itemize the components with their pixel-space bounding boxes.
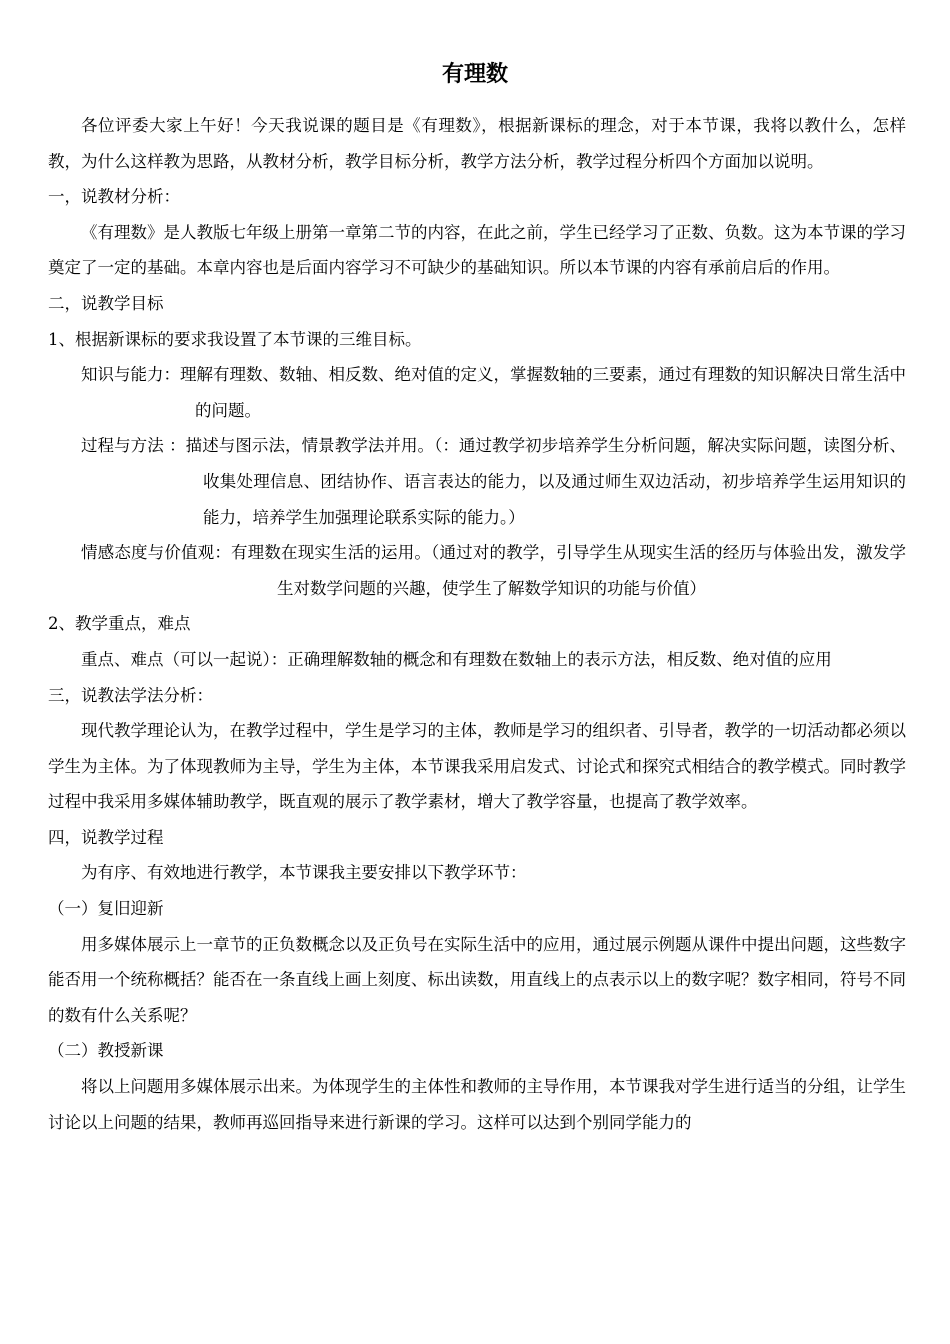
document-title: 有理数 — [441, 62, 508, 87]
section-4-heading: 四，说教学过程 — [48, 827, 164, 847]
step-2-paragraph: 将以上问题用多媒体展示出来。为体现学生的主体性和教师的主导作用，本节课我对学生进行适当的分组，让学生讨论以上问题的结果，教师再巡回指导来进行新课的学习。这样可以达到个别同学能力的 — [48, 1077, 906, 1132]
section-2-item-1: 1、根据新课标的要求我设置了本节课的三维目标。 — [48, 329, 422, 349]
step-2-heading: （二）教授新课 — [48, 1041, 164, 1061]
section-3-paragraph: 现代教学理论认为，在教学过程中，学生是学习的主体，教师是学习的组织者、引导者，教学的一切活动都必须以学生为主体。为了体现教师为主导，学生为主体，本节课我采用启发式、讨论式和探究式相结合的教学模式。同时教学过程中我采用多媒体辅助教学，既直观的展示了教学素材，增大了教学容量，也提高了教学效率。 — [48, 721, 906, 812]
key-points: 重点、难点（可以一起说）：正确理解数轴的概念和有理数在数轴上的表示方法，相反数、绝对值的应用 — [81, 649, 832, 669]
section-2-item-2: 2、教学重点，难点 — [48, 614, 191, 634]
section-1-heading: 一，说教材分析： — [48, 187, 180, 207]
section-1-paragraph: 《有理数》是人教版七年级上册第一章第二节的内容，在此之前，学生已经学习了正数、负数。这为本节课的学习奠定了一定的基础。本章内容也是后面内容学习不可缺少的基础知识。所以本节课的内容有承前启后的作用。 — [48, 222, 906, 278]
section-3-heading: 三，说教法学法分析： — [48, 685, 213, 705]
goal-knowledge: 知识与能力：理解有理数、数轴、相反数、绝对值的定义，掌握数轴的三要素，通过有理数的知识解决日常生活中的问题。 — [81, 365, 906, 420]
document-body — [48, 108, 906, 1140]
section-2-heading: 二，说教学目标 — [48, 293, 164, 313]
intro-paragraph: 各位评委大家上午好！今天我说课的题目是《有理数》，根据新课标的理念，对于本节课，我将以教什么，怎样教，为什么这样教为思路，从教材分析，教学目标分析，教学方法分析，教学过程分析四个方面加以说明。 — [48, 116, 906, 171]
step-1-heading: （一）复旧迎新 — [48, 899, 164, 919]
goal-process: 过程与方法 ：描述与图示法，情景教学法并用。（：通过教学初步培养学生分析问题，解决实际问题，读图分析、收集处理信息、团结协作、语言表达的能力，以及通过师生双边活动，初步培养学生运用知识的能力，培养学生加强理论联系实际的能力。） — [81, 436, 906, 527]
step-1-paragraph: 用多媒体展示上一章节的正负数概念以及正负号在实际生活中的应用，通过展示例题从课件中提出问题，这些数字能否用一个统称概括？能否在一条直线上画上刻度、标出读数，用直线上的点表示以上的数字呢？数字相同，符号不同的数有什么关系呢？ — [48, 934, 906, 1025]
goal-emotion: 情感态度与价值观：有理数在现实生活的运用。（通过对的教学，引导学生从现实生活的经历与体验出发，激发学生对数学问题的兴趣，使学生了解数学知识的功能与价值） — [81, 543, 906, 598]
section-4-paragraph: 为有序、有效地进行教学，本节课我主要安排以下教学环节： — [81, 863, 527, 883]
